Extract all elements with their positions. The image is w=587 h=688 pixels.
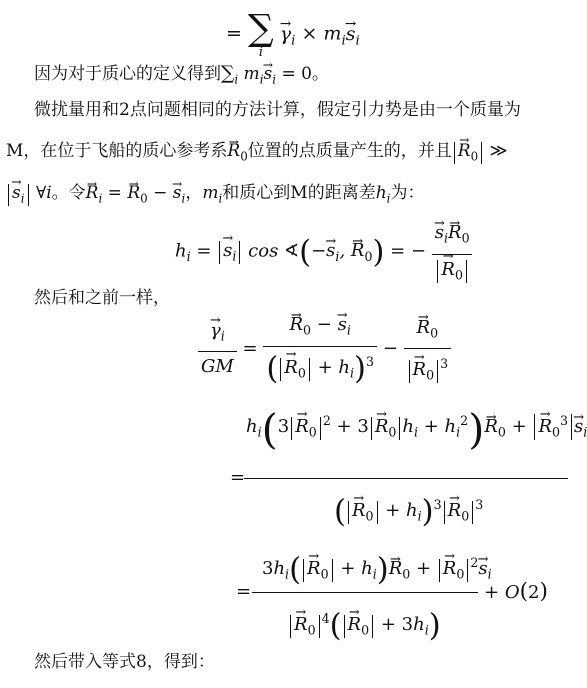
equation-first-order-numerator: $3h_i(\to R_0 + h_i)\to R_0$ + → $R_0^2\to s_i$ — [262, 548, 492, 590]
equals-sign: = — [236, 581, 252, 602]
equals-sign: = — [230, 467, 246, 488]
equation-expanded-denominator: (→ $R_0 + h_i)^3\to R_0^3$ — [334, 490, 483, 532]
equation-gamma-over-gm: → $\frac{\gamma_i}{GM}$ = → $\frac{R_0 - \to s_i}{(\to R_0 + h_i)^3}$ − → $R_0$ → $R_0^3$ — [198, 310, 451, 388]
paragraph-as-before: 然后和之前一样， — [34, 288, 170, 308]
fraction-bar-eq6 — [252, 592, 478, 593]
paragraph-text: 因为对于质心的定义得到 — [34, 64, 221, 84]
paragraph-perturbation-line3: → $s_i$ ∀i。令→ $R_i$ = → $R_0$ − → $s_i$，$m_i$和质心到M的距离差$h_i$为： — [6, 181, 424, 210]
equation-center-of-mass-definition: $\sum_i$ $m_i\to s_i = 0$ — [221, 64, 312, 84]
equation-first-order-denominator: → $R_0^4(\to R_0 + 3h_i)$ — [288, 604, 441, 646]
equation-expanded-numerator: $h_i(3\to R_0^2 + 3\to R_0$ $h_i + h_i^2)\to R_0$ + → $R_0^3\to s_i$ — [246, 406, 587, 448]
equation-height-difference: $h_i$ = → $s_i$ cos ∢(−→ $s_i$, → $R_0$) = − → $s_i\to R_0$ → $R_0$ — [175, 218, 473, 285]
paragraph-perturbation-line1: 微扰量用和2点问题相同的方法计算，假定引力势是由一个质量为 — [34, 100, 521, 120]
fraction-bar-eq5 — [244, 478, 568, 479]
paragraph-perturbation-line2: M，在位于飞船的质心参考系→ $R_0$位置的点质量产生的，并且→ $R_0$ ≫ — [6, 139, 507, 168]
paragraph-center-of-mass: 因为对于质心的定义得到$\sum_i$ $m_i\to s_i = 0$。 — [34, 62, 329, 91]
big-o-term: + O(2) — [484, 579, 548, 604]
paragraph-substitute: 然后带入等式8，得到： — [34, 652, 215, 672]
equation-torque-sum: = ∑ i → $\gamma_i \times m_i\to s_i$ — [226, 10, 360, 59]
